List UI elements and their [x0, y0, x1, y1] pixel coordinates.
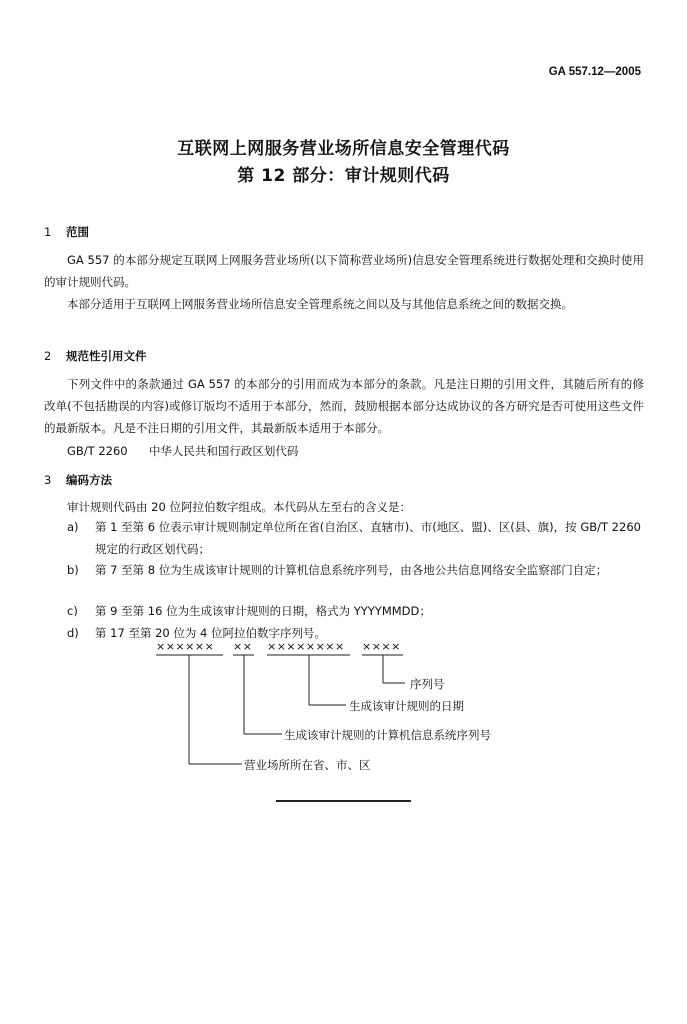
label-system-serial: 生成该审计规则的计算机信息系统序列号: [284, 728, 491, 742]
section-number: 3: [44, 473, 52, 487]
section-title: 编码方法: [66, 473, 112, 487]
reference-title: 中华人民共和国行政区划代码: [148, 444, 299, 458]
label-serial-number: 序列号: [410, 677, 445, 691]
end-rule: [276, 800, 411, 802]
item-label: a): [67, 520, 79, 534]
item-label: b): [67, 563, 79, 577]
document-title: 互联网上网服务营业场所信息安全管理代码: [177, 139, 510, 159]
item-text: 第 9 至第 16 位为生成该审计规则的日期，格式为 YYYYMMDD；: [95, 604, 431, 618]
reference-code: GB/T 2260: [67, 444, 128, 458]
section-number: 1: [44, 225, 52, 239]
document-subtitle: 第 12 部分：审计规则代码: [237, 166, 450, 186]
section-title: 范围: [66, 225, 89, 239]
item-text: 第 1 至第 6 位表示审计规则制定单位所在省(自治区、直辖市)、市(地区、盟)、区(县、旗)，按 GB/T 2260 规定的行政区划代码；: [95, 520, 641, 556]
label-date: 生成该审计规则的日期: [349, 699, 464, 713]
item-text: 第 17 至第 20 位为 4 位阿拉伯数字序列号。: [95, 626, 327, 640]
code-segment-date: ××××××××: [267, 640, 345, 653]
item-label: c): [67, 604, 78, 618]
label-location: 营业场所所在省、市、区: [244, 758, 371, 772]
code-segment-serial: ××××: [362, 640, 401, 653]
item-text: 第 7 至第 8 位为生成该审计规则的计算机信息系统序列号，由各地公共信息网络安全监察部门自定；: [95, 563, 608, 577]
section-1-paragraph-2: 本部分适用于互联网上网服务营业场所信息安全管理系统之间以及与其他信息系统之间的数据交换。: [67, 297, 573, 311]
section-2-paragraph: 下列文件中的条款通过 GA 557 的本部分的引用而成为本部分的条款。凡是注日期的引用文件，其随后所有的修改单(不包括勘误的内容)或修订版均不适用于本部分，然而，鼓励根据本部分达成协议的各方研究是否可使用这些文件的最新版本。凡是不注日期的引用文件，其最新版本适用于本部分。: [44, 377, 644, 435]
item-label: d): [67, 626, 79, 640]
code-segment-system: ××: [233, 640, 253, 653]
standard-number: GA 557.12—2005: [548, 66, 641, 78]
section-title: 规范性引用文件: [66, 349, 147, 363]
section-number: 2: [44, 349, 52, 363]
section-1-paragraph-1: GA 557 的本部分规定互联网上网服务营业场所(以下简称营业场所)信息安全管理系统进行数据处理和交换时使用的审计规则代码。: [44, 253, 644, 289]
code-segment-location: ××××××: [156, 640, 215, 653]
section-3-intro: 审计规则代码由 20 位阿拉伯数字组成。本代码从左至右的含义是：: [67, 500, 411, 514]
